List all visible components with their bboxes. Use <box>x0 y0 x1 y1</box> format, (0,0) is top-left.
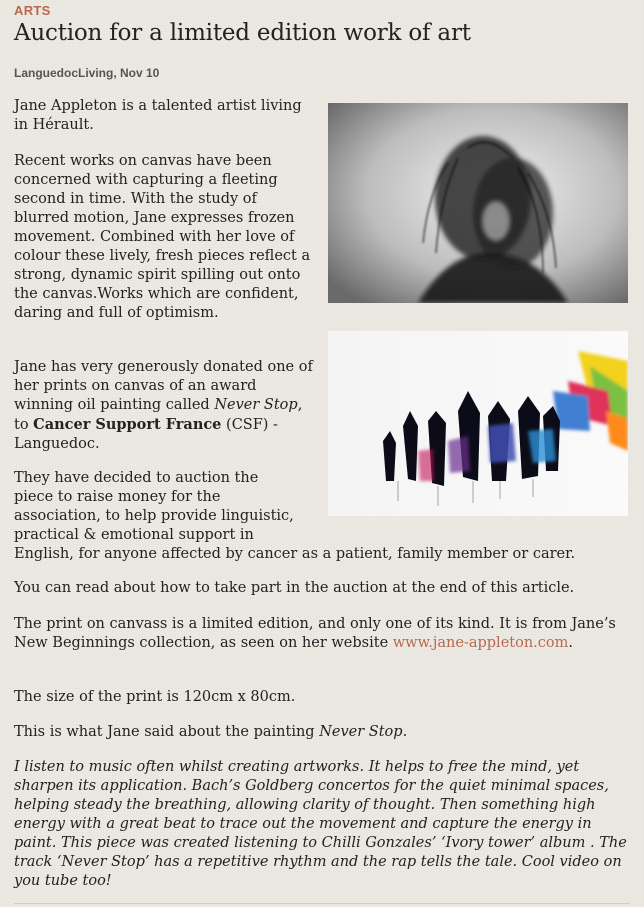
print-info-paragraph <box>14 615 630 653</box>
article-title: Auction for a limited edition work of art <box>14 20 471 46</box>
divider <box>14 903 630 904</box>
artist-portrait-image <box>328 103 628 303</box>
artist-quote: I listen to music often whilst creating artworks. It helps to free the mind, yet sharpen its application. Bach’s Goldberg concertos for the quiet minimal spaces, helping steady the breathing, allowing clarity of thought. Then something high energy with a great beat to trace out the movement and capture the energy in paint. This piece was created listening to Chilli Gonzales’ ‘Ivory tower’ album . The track ‘Never Stop’ has a repetitive rhythm and the rap tells the tale. Cool video on you tube too! <box>14 759 627 889</box>
print-info-text: The print on canvass is a limited edition, and only one of its kind. It is from Jane’s New Beginnings collection, as seen on her website <box>14 616 616 651</box>
auction-purpose-line: practical & emotional support in <box>14 527 254 543</box>
artist-website-link[interactable]: www.jane-appleton.com <box>392 635 569 651</box>
auction-purpose-paragraph <box>14 469 630 564</box>
quote-intro-end: . <box>402 724 408 740</box>
donation-text-3: (CSF) - Languedoc. <box>14 417 278 452</box>
auction-purpose-line: English, for anyone affected by cancer as a patient, family member or carer. <box>14 546 576 562</box>
category-label[interactable]: ARTS <box>14 3 51 18</box>
quote-intro-text: This is what Jane said about the painting <box>14 724 320 740</box>
auction-purpose-line: They have decided to auction the <box>14 470 259 486</box>
print-info-end: . <box>568 635 573 651</box>
quote-intro-paragraph <box>14 723 630 742</box>
auction-purpose-line: piece to raise money for the <box>14 489 221 505</box>
painting-title-mention: Never Stop <box>214 397 298 413</box>
charity-name: Cancer Support France <box>33 416 222 433</box>
auction-info-paragraph: You can read about how to take part in the auction at the end of this article. <box>14 580 575 596</box>
auction-purpose-line: association, to help provide linguistic, <box>14 508 294 524</box>
intro-paragraph: Jane Appleton is a talented artist living in Hérault. <box>14 98 302 133</box>
article-byline: LanguedocLiving, Nov 10 <box>14 66 160 80</box>
donation-text-2: , to <box>14 397 303 433</box>
donation-text: Jane has very generously donated one of her prints on canvas of an award winning oil painting called <box>14 359 313 413</box>
painting-title-mention: Never Stop <box>319 724 403 740</box>
donation-paragraph <box>14 358 314 454</box>
print-size-paragraph: The size of the print is 120cm x 80cm. <box>14 689 296 705</box>
description-paragraph: Recent works on canvas have been concerned with capturing a fleeting second in time. With the study of blurred motion, Jane expresses frozen movement. Combined with her love of colour these lively, fresh pieces reflect a strong, dynamic spirit spilling out onto the canvas.Works which are confident, daring and full of optimism. <box>14 153 311 321</box>
